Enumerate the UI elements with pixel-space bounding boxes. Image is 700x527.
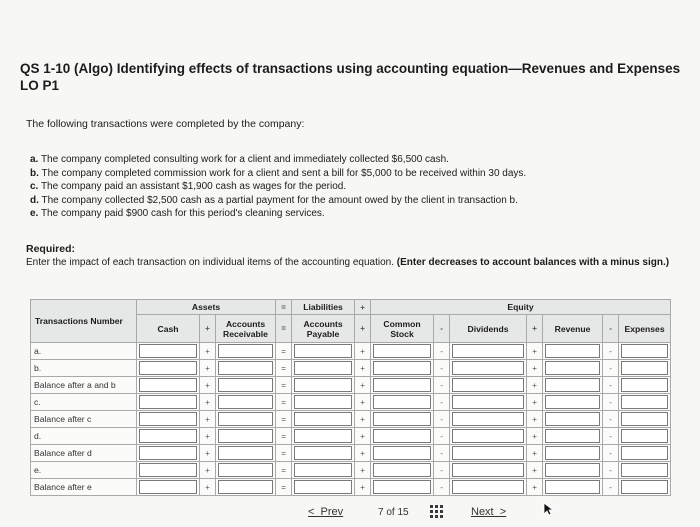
op-minus: - bbox=[603, 360, 619, 377]
op-plus: + bbox=[200, 315, 216, 343]
common-stock-input[interactable] bbox=[373, 344, 431, 358]
op-minus: - bbox=[434, 411, 450, 428]
accounts-receivable-input[interactable] bbox=[218, 412, 273, 426]
cell-accounts-payable bbox=[292, 479, 355, 496]
op-minus: - bbox=[434, 445, 450, 462]
op-plus: + bbox=[200, 428, 216, 445]
expenses-input[interactable] bbox=[621, 344, 668, 358]
cell-accounts-payable bbox=[292, 428, 355, 445]
group-header-liabilities: Liabilities bbox=[292, 300, 355, 315]
dividends-input[interactable] bbox=[452, 480, 524, 494]
prev-button[interactable]: < Prev bbox=[308, 506, 344, 518]
op-plus: + bbox=[527, 394, 543, 411]
op-plus: + bbox=[527, 315, 543, 343]
op-minus: - bbox=[603, 462, 619, 479]
op-plus: + bbox=[200, 343, 216, 360]
op-minus: - bbox=[434, 394, 450, 411]
grid-menu-icon[interactable] bbox=[430, 505, 444, 522]
op-plus: + bbox=[200, 360, 216, 377]
cell-expenses bbox=[619, 445, 671, 462]
op-minus: - bbox=[434, 360, 450, 377]
cell-accounts-payable bbox=[292, 377, 355, 394]
table-row bbox=[31, 445, 671, 462]
col-header-transaction-number: Transactions Number bbox=[31, 300, 137, 343]
op-minus: - bbox=[434, 428, 450, 445]
transaction-item: d. The company collected $2,500 cash as a partial payment for the amount owed by the client in transaction b. bbox=[30, 194, 518, 206]
revenue-input[interactable] bbox=[545, 412, 600, 426]
row-label: d. bbox=[31, 428, 137, 445]
table-row bbox=[31, 462, 671, 479]
cell-expenses bbox=[619, 343, 671, 360]
row-label: Balance after d bbox=[31, 445, 137, 462]
op-plus: + bbox=[355, 343, 371, 360]
cell-accounts-receivable bbox=[216, 428, 276, 445]
required-text: Enter the impact of each transaction on individual items of the accounting equation. (Enter decreases to account balances with a minus sign.) bbox=[26, 257, 670, 268]
cash-input[interactable] bbox=[139, 344, 197, 358]
accounts-payable-input[interactable] bbox=[294, 395, 352, 409]
row-label: b. bbox=[31, 360, 137, 377]
revenue-input[interactable] bbox=[545, 429, 600, 443]
accounts-receivable-input[interactable] bbox=[218, 395, 273, 409]
accounts-receivable-input[interactable] bbox=[218, 480, 273, 494]
common-stock-input[interactable] bbox=[373, 361, 431, 375]
cell-accounts-payable bbox=[292, 360, 355, 377]
row-label: Balance after c bbox=[31, 411, 137, 428]
revenue-input[interactable] bbox=[545, 446, 600, 460]
op-equals: = bbox=[276, 343, 292, 360]
cell-expenses bbox=[619, 360, 671, 377]
table-row bbox=[31, 360, 671, 377]
common-stock-input[interactable] bbox=[373, 446, 431, 460]
cell-revenue bbox=[543, 377, 603, 394]
common-stock-input[interactable] bbox=[373, 412, 431, 426]
revenue-input[interactable] bbox=[545, 463, 600, 477]
accounts-receivable-input[interactable] bbox=[218, 361, 273, 375]
cell-expenses bbox=[619, 377, 671, 394]
accounts-receivable-input[interactable] bbox=[218, 463, 273, 477]
op-minus: - bbox=[603, 315, 619, 343]
table-body bbox=[31, 343, 671, 496]
expenses-input[interactable] bbox=[621, 480, 668, 494]
cell-accounts-receivable bbox=[216, 479, 276, 496]
common-stock-input[interactable] bbox=[373, 395, 431, 409]
cell-accounts-receivable bbox=[216, 360, 276, 377]
op-equals: = bbox=[276, 300, 292, 315]
accounts-payable-input[interactable] bbox=[294, 429, 352, 443]
op-plus: + bbox=[355, 377, 371, 394]
op-plus: + bbox=[355, 428, 371, 445]
revenue-input[interactable] bbox=[545, 480, 600, 494]
accounts-payable-input[interactable] bbox=[294, 344, 352, 358]
cell-common-stock bbox=[371, 411, 434, 428]
cell-dividends bbox=[450, 428, 527, 445]
cell-dividends bbox=[450, 360, 527, 377]
op-plus: + bbox=[527, 479, 543, 496]
op-plus: + bbox=[355, 445, 371, 462]
op-equals: = bbox=[276, 360, 292, 377]
cell-accounts-receivable bbox=[216, 343, 276, 360]
col-header-revenue: Revenue bbox=[543, 315, 603, 343]
cell-cash bbox=[137, 479, 200, 496]
accounts-payable-input[interactable] bbox=[294, 412, 352, 426]
table-row bbox=[31, 343, 671, 360]
accounts-payable-input[interactable] bbox=[294, 480, 352, 494]
cell-revenue bbox=[543, 479, 603, 496]
accounts-receivable-input[interactable] bbox=[218, 344, 273, 358]
op-plus: + bbox=[527, 343, 543, 360]
cell-expenses bbox=[619, 462, 671, 479]
op-minus: - bbox=[603, 445, 619, 462]
cash-input[interactable] bbox=[139, 480, 197, 494]
col-header-accounts-receivable: Accounts Receivable bbox=[216, 315, 276, 343]
op-plus: + bbox=[355, 462, 371, 479]
op-minus: - bbox=[603, 479, 619, 496]
accounts-receivable-input[interactable] bbox=[218, 429, 273, 443]
row-label: Balance after e bbox=[31, 479, 137, 496]
op-minus: - bbox=[603, 411, 619, 428]
cell-dividends bbox=[450, 411, 527, 428]
cell-accounts-receivable bbox=[216, 462, 276, 479]
op-plus: + bbox=[200, 394, 216, 411]
cell-revenue bbox=[543, 428, 603, 445]
revenue-input[interactable] bbox=[545, 395, 600, 409]
op-equals: = bbox=[276, 411, 292, 428]
dividends-input[interactable] bbox=[452, 463, 524, 477]
op-minus: - bbox=[434, 315, 450, 343]
cell-revenue bbox=[543, 462, 603, 479]
cell-accounts-payable bbox=[292, 411, 355, 428]
cell-cash bbox=[137, 377, 200, 394]
op-plus: + bbox=[355, 360, 371, 377]
cell-common-stock bbox=[371, 428, 434, 445]
cell-accounts-payable bbox=[292, 394, 355, 411]
cell-accounts-payable bbox=[292, 445, 355, 462]
cell-common-stock bbox=[371, 377, 434, 394]
dividends-input[interactable] bbox=[452, 412, 524, 426]
op-minus: - bbox=[603, 394, 619, 411]
revenue-input[interactable] bbox=[545, 378, 600, 392]
cell-expenses bbox=[619, 428, 671, 445]
expenses-input[interactable] bbox=[621, 446, 668, 460]
revenue-input[interactable] bbox=[545, 344, 600, 358]
expenses-input[interactable] bbox=[621, 378, 668, 392]
cell-cash bbox=[137, 394, 200, 411]
op-plus: + bbox=[200, 377, 216, 394]
cell-common-stock bbox=[371, 360, 434, 377]
cell-cash bbox=[137, 343, 200, 360]
col-header-cash: Cash bbox=[137, 315, 200, 343]
op-minus: - bbox=[603, 428, 619, 445]
cell-revenue bbox=[543, 445, 603, 462]
transaction-item: e. The company paid $900 cash for this period's cleaning services. bbox=[30, 208, 325, 220]
expenses-input[interactable] bbox=[621, 361, 668, 375]
accounts-payable-input[interactable] bbox=[294, 446, 352, 460]
cash-input[interactable] bbox=[139, 446, 197, 460]
op-plus: + bbox=[200, 479, 216, 496]
common-stock-input[interactable] bbox=[373, 378, 431, 392]
cell-dividends bbox=[450, 343, 527, 360]
op-minus: - bbox=[434, 377, 450, 394]
accounts-payable-input[interactable] bbox=[294, 463, 352, 477]
mouse-cursor-icon bbox=[543, 502, 553, 521]
cell-dividends bbox=[450, 445, 527, 462]
op-plus: + bbox=[200, 445, 216, 462]
table-row bbox=[31, 394, 671, 411]
expenses-input[interactable] bbox=[621, 395, 668, 409]
transaction-item: b. The company completed commission work for a client and sent a bill for $5,000 to be received within 30 days. bbox=[30, 167, 527, 179]
cash-input[interactable] bbox=[139, 378, 197, 392]
row-label: e. bbox=[31, 462, 137, 479]
cash-input[interactable] bbox=[139, 463, 197, 477]
common-stock-input[interactable] bbox=[373, 429, 431, 443]
common-stock-input[interactable] bbox=[373, 480, 431, 494]
cell-dividends bbox=[450, 479, 527, 496]
expenses-input[interactable] bbox=[621, 429, 668, 443]
cell-accounts-receivable bbox=[216, 394, 276, 411]
dividends-input[interactable] bbox=[452, 378, 524, 392]
row-label: c. bbox=[31, 394, 137, 411]
transaction-item: a. The company completed consulting work for a client and immediately collected $6,500 cash. bbox=[30, 154, 449, 165]
cell-common-stock bbox=[371, 479, 434, 496]
op-minus: - bbox=[434, 479, 450, 496]
page-indicator: 7 of 15 bbox=[378, 507, 409, 518]
cell-accounts-payable bbox=[292, 462, 355, 479]
op-equals: = bbox=[276, 445, 292, 462]
cell-revenue bbox=[543, 360, 603, 377]
accounts-receivable-input[interactable] bbox=[218, 446, 273, 460]
cash-input[interactable] bbox=[139, 395, 197, 409]
transaction-item: c. The company paid an assistant $1,900 cash as wages for the period. bbox=[30, 181, 347, 193]
op-plus: + bbox=[355, 479, 371, 496]
cell-accounts-receivable bbox=[216, 411, 276, 428]
cell-revenue bbox=[543, 394, 603, 411]
cell-expenses bbox=[619, 394, 671, 411]
op-plus: + bbox=[355, 411, 371, 428]
cash-input[interactable] bbox=[139, 412, 197, 426]
op-equals: = bbox=[276, 428, 292, 445]
dividends-input[interactable] bbox=[452, 361, 524, 375]
op-minus: - bbox=[434, 343, 450, 360]
required-heading: Required: bbox=[26, 243, 76, 255]
op-plus: + bbox=[527, 445, 543, 462]
op-minus: - bbox=[603, 377, 619, 394]
cell-cash bbox=[137, 411, 200, 428]
accounts-payable-input[interactable] bbox=[294, 378, 352, 392]
op-plus: + bbox=[527, 428, 543, 445]
cell-cash bbox=[137, 462, 200, 479]
cell-cash bbox=[137, 445, 200, 462]
cash-input[interactable] bbox=[139, 361, 197, 375]
cash-input[interactable] bbox=[139, 429, 197, 443]
cell-accounts-payable bbox=[292, 343, 355, 360]
cell-expenses bbox=[619, 479, 671, 496]
accounting-equation-table bbox=[30, 299, 671, 496]
op-plus: + bbox=[200, 411, 216, 428]
group-header-assets: Assets bbox=[137, 300, 276, 315]
table-row bbox=[31, 377, 671, 394]
table-row bbox=[31, 411, 671, 428]
cell-expenses bbox=[619, 411, 671, 428]
col-header-accounts-payable: Accounts Payable bbox=[292, 315, 355, 343]
cell-revenue bbox=[543, 411, 603, 428]
op-equals: = bbox=[276, 315, 292, 343]
cell-cash bbox=[137, 360, 200, 377]
cell-dividends bbox=[450, 394, 527, 411]
cell-common-stock bbox=[371, 445, 434, 462]
cell-dividends bbox=[450, 377, 527, 394]
op-equals: = bbox=[276, 394, 292, 411]
question-intro: The following transactions were completed by the company: bbox=[26, 118, 305, 130]
cell-accounts-receivable bbox=[216, 445, 276, 462]
col-header-expenses: Expenses bbox=[619, 315, 671, 343]
dividends-input[interactable] bbox=[452, 429, 524, 443]
op-minus: - bbox=[603, 343, 619, 360]
cell-dividends bbox=[450, 462, 527, 479]
group-header-equity: Equity bbox=[371, 300, 671, 315]
op-plus: + bbox=[527, 462, 543, 479]
col-header-common-stock: Common Stock bbox=[371, 315, 434, 343]
transaction-list bbox=[30, 153, 526, 221]
cell-cash bbox=[137, 428, 200, 445]
expenses-input[interactable] bbox=[621, 412, 668, 426]
table-row bbox=[31, 479, 671, 496]
common-stock-input[interactable] bbox=[373, 463, 431, 477]
dividends-input[interactable] bbox=[452, 446, 524, 460]
next-button[interactable]: Next > bbox=[471, 506, 507, 518]
op-plus: + bbox=[527, 377, 543, 394]
op-plus: + bbox=[527, 411, 543, 428]
cell-common-stock bbox=[371, 394, 434, 411]
op-plus: + bbox=[355, 300, 371, 315]
op-equals: = bbox=[276, 377, 292, 394]
cell-common-stock bbox=[371, 343, 434, 360]
row-label: Balance after a and b bbox=[31, 377, 137, 394]
dividends-input[interactable] bbox=[452, 344, 524, 358]
table-row bbox=[31, 428, 671, 445]
op-plus: + bbox=[355, 315, 371, 343]
op-equals: = bbox=[276, 479, 292, 496]
question-title: QS 1-10 (Algo) Identifying effects of transactions using accounting equation—Revenues and Expenses LO P1 bbox=[20, 61, 681, 93]
dividends-input[interactable] bbox=[452, 395, 524, 409]
expenses-input[interactable] bbox=[621, 463, 668, 477]
op-plus: + bbox=[355, 394, 371, 411]
op-equals: = bbox=[276, 462, 292, 479]
accounts-payable-input[interactable] bbox=[294, 361, 352, 375]
op-minus: - bbox=[434, 462, 450, 479]
cell-accounts-receivable bbox=[216, 377, 276, 394]
accounts-receivable-input[interactable] bbox=[218, 378, 273, 392]
col-header-dividends: Dividends bbox=[450, 315, 527, 343]
cell-common-stock bbox=[371, 462, 434, 479]
op-plus: + bbox=[527, 360, 543, 377]
cell-revenue bbox=[543, 343, 603, 360]
row-label: a. bbox=[31, 343, 137, 360]
revenue-input[interactable] bbox=[545, 361, 600, 375]
op-plus: + bbox=[200, 462, 216, 479]
